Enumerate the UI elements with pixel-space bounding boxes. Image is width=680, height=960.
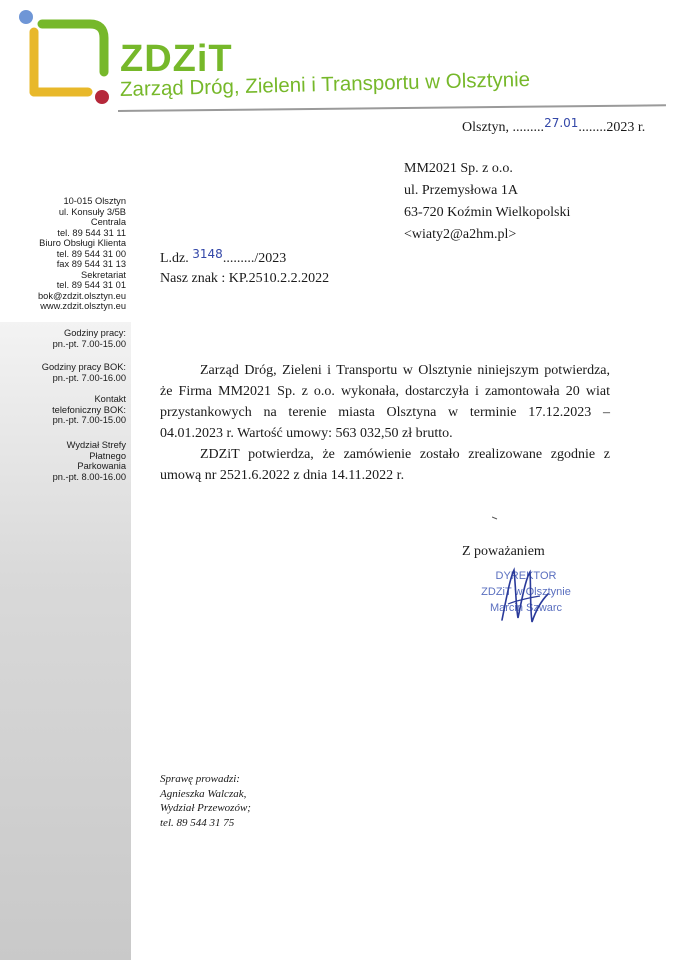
closing-greeting: Z poważaniem xyxy=(462,544,545,559)
sidebar-hours xyxy=(0,328,126,349)
sidebar-bok-phone xyxy=(0,394,126,426)
sidebar-line: ul. Konsuły 3/5B xyxy=(58,206,126,217)
sidebar-line: pn.-pt. 7.00-15.00 xyxy=(52,338,126,349)
body-paragraph-2: ZDZiT potwierdza, że zamówienie zostało zrealizowane zgodnie z umową nr 2521.6.2022 z dnia 14.11.2022 r. xyxy=(160,447,610,483)
date-prefix: Olsztyn, ......... xyxy=(462,120,545,135)
prepared-label: Sprawę prowadzi: xyxy=(160,773,240,785)
header-divider xyxy=(118,104,666,112)
date-handwritten: 27.01 xyxy=(544,116,579,130)
recipient-address xyxy=(404,158,570,246)
prepared-phone: tel. 89 544 31 75 xyxy=(160,816,235,829)
logo-subtitle: Zarząd Dróg, Zieleni i Transportu w Olsztynie xyxy=(119,67,531,101)
sidebar-line: telefoniczny BOK: xyxy=(52,404,126,415)
ink-mark-icon xyxy=(492,516,498,520)
sidebar-line: Płatnego xyxy=(89,450,126,461)
prepared-department: Wydział Przewozów; xyxy=(160,802,251,814)
sidebar-line: Sekretariat xyxy=(81,269,126,280)
body-paragraph-1: Zarząd Dróg, Zieleni i Transportu w Olsztynie niniejszym potwierdza, że Firma MM2021 Sp. z o.o. wykonała, dostarczyła i zamontowała 20 wiat przystankowych na terenie miasta Olsztyna w terminie 17.12.2023 – 04.01.2023 r. Wartość umowy: 563 032,50 zł brutto. xyxy=(160,363,610,441)
prepared-name: Agnieszka Walczak, xyxy=(160,787,247,800)
ldz-reference xyxy=(160,248,329,269)
sidebar-parking xyxy=(0,440,126,482)
sidebar-line: pn.-pt. 7.00-15.00 xyxy=(52,415,126,425)
logo-name: ZDZiT xyxy=(120,38,233,80)
sidebar-email: bok@zdzit.olsztyn.eu xyxy=(38,290,126,301)
zdzit-logo-icon xyxy=(14,8,114,108)
sidebar-line: Parkowania xyxy=(77,461,126,471)
signature-icon xyxy=(494,560,554,630)
our-reference: Nasz znak : KP.2510.2.2.2022 xyxy=(160,271,330,286)
stamp-title: DYREKTOR xyxy=(495,570,557,582)
letter-references xyxy=(160,248,329,289)
letter-body xyxy=(160,360,610,486)
stamp-org: ZDZiT w Olsztynie xyxy=(481,586,571,598)
recipient-email: <wiaty2@a2hm.pl> xyxy=(404,227,517,242)
ldz-handwritten: 3148 xyxy=(192,247,223,261)
sidebar-line: Centrala xyxy=(90,217,126,227)
sidebar-address xyxy=(0,196,126,312)
letter-date xyxy=(462,116,646,136)
sidebar-line: Godziny pracy BOK: xyxy=(41,362,126,372)
recipient-street: ul. Przemysłowa 1A xyxy=(404,183,518,198)
sidebar-line: 10-015 Olsztyn xyxy=(63,196,126,206)
sidebar-line: Biuro Obsługi Klienta xyxy=(39,238,126,248)
sidebar-line: tel. 89 544 31 11 xyxy=(57,227,126,238)
sidebar-line: Wydział Strefy xyxy=(66,440,126,450)
sidebar-line: pn.-pt. 7.00-16.00 xyxy=(52,372,126,383)
stamp-name: Marcin Szwarc xyxy=(489,602,563,614)
ldz-prefix: L.dz. xyxy=(160,251,193,266)
recipient-company: MM2021 Sp. z o.o. xyxy=(404,161,513,176)
recipient-city: 63-720 Koźmin Wielkopolski xyxy=(404,205,571,220)
sidebar-line: Kontakt xyxy=(94,394,126,404)
sidebar-line: fax 89 544 31 13 xyxy=(56,259,126,269)
ldz-suffix: ........./2023 xyxy=(222,251,287,266)
sidebar-website: www.zdzit.olsztyn.eu xyxy=(40,301,126,311)
sidebar-line: tel. 89 544 31 00 xyxy=(56,248,126,259)
date-suffix: ........2023 r. xyxy=(578,120,646,135)
sidebar-line: tel. 89 544 31 01 xyxy=(56,280,126,290)
sidebar-line: pn.-pt. 8.00-16.00 xyxy=(52,471,126,482)
sidebar-line: Godziny pracy: xyxy=(63,328,126,338)
prepared-by xyxy=(160,772,251,830)
sidebar-bok-hours xyxy=(0,362,126,383)
